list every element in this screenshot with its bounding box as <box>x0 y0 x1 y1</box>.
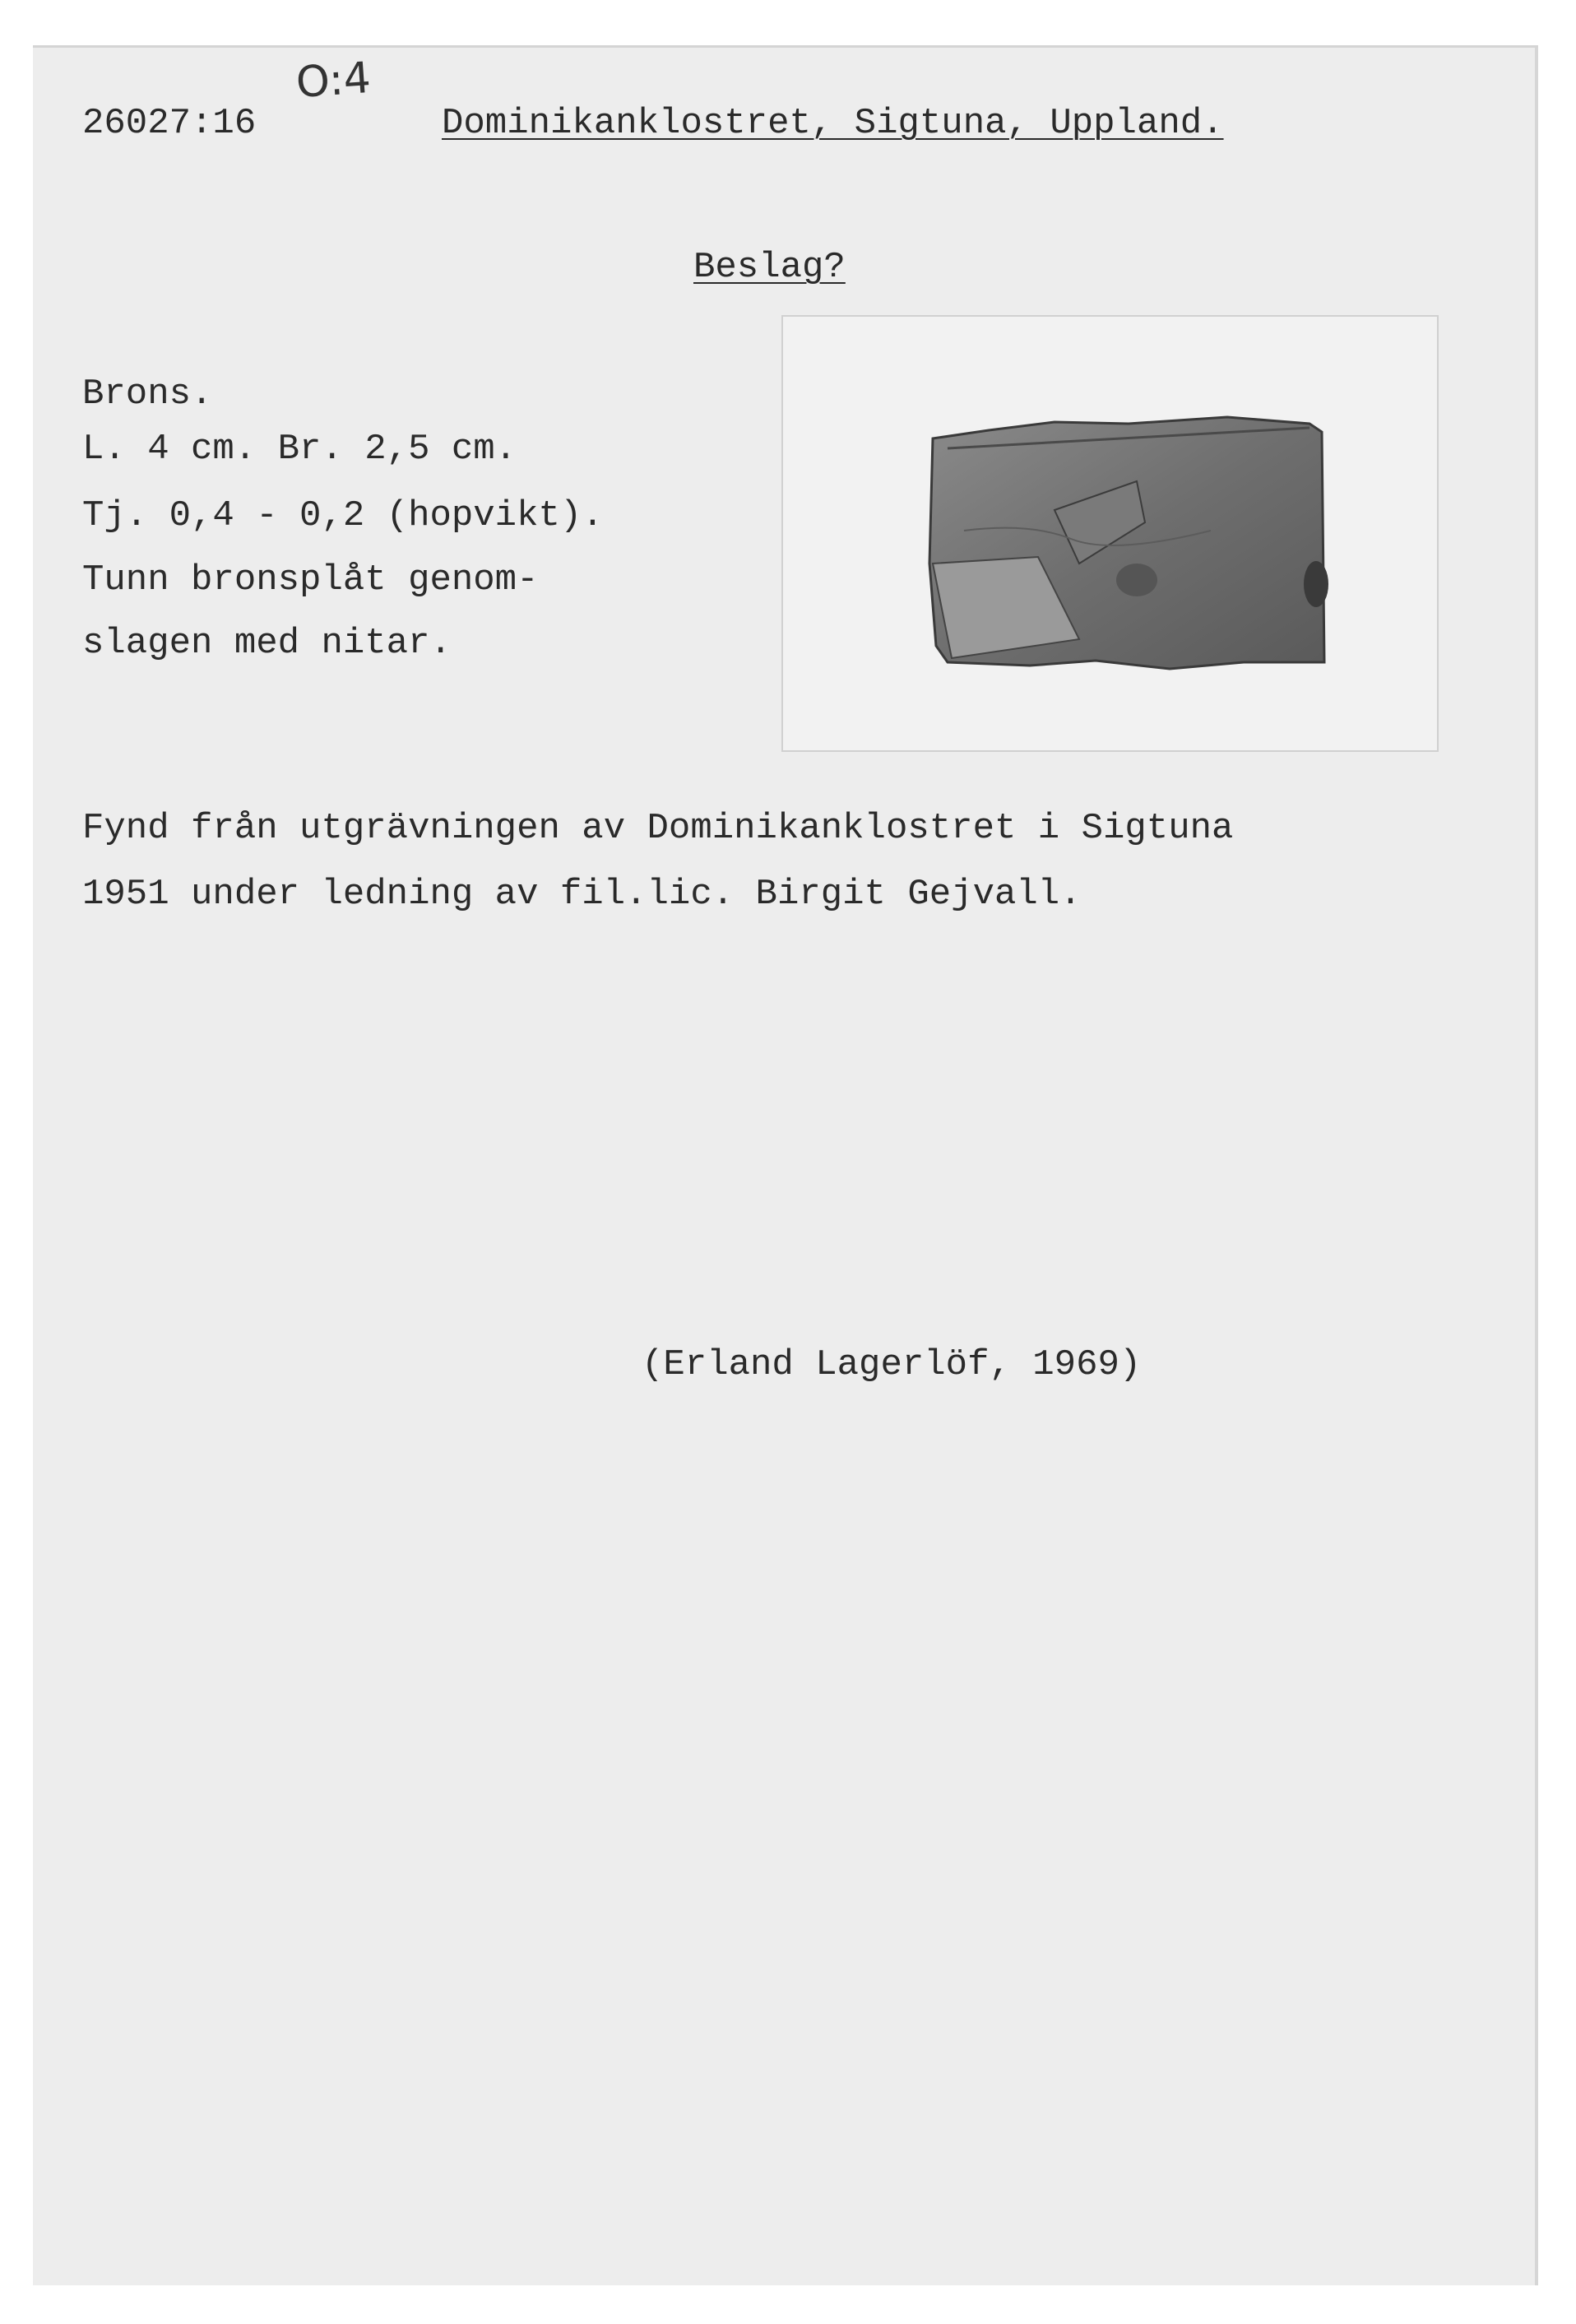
signature: (Erland Lagerlöf, 1969) <box>642 1344 1142 1385</box>
bronze-plate-image <box>783 317 1437 750</box>
find-note-line: 1951 under ledning av fil.lic. Birgit Gejvall. <box>82 874 1082 915</box>
description-line: Tunn bronsplåt genom- <box>82 559 539 601</box>
description-line: Tj. 0,4 - 0,2 (hopvikt). <box>82 495 604 536</box>
catalog-number: 26027:16 <box>82 103 257 144</box>
handwritten-note: O:4 <box>294 53 373 109</box>
artifact-photo <box>781 315 1439 752</box>
location-heading: Dominikanklostret, Sigtuna, Uppland. <box>442 103 1224 144</box>
find-note-line: Fynd från utgrävningen av Dominikanklostret i Sigtuna <box>82 808 1234 849</box>
description-line: L. 4 cm. Br. 2,5 cm. <box>82 429 517 470</box>
description-line: slagen med nitar. <box>82 623 452 664</box>
object-title: Beslag? <box>693 247 846 288</box>
description-line: Brons. <box>82 373 213 415</box>
